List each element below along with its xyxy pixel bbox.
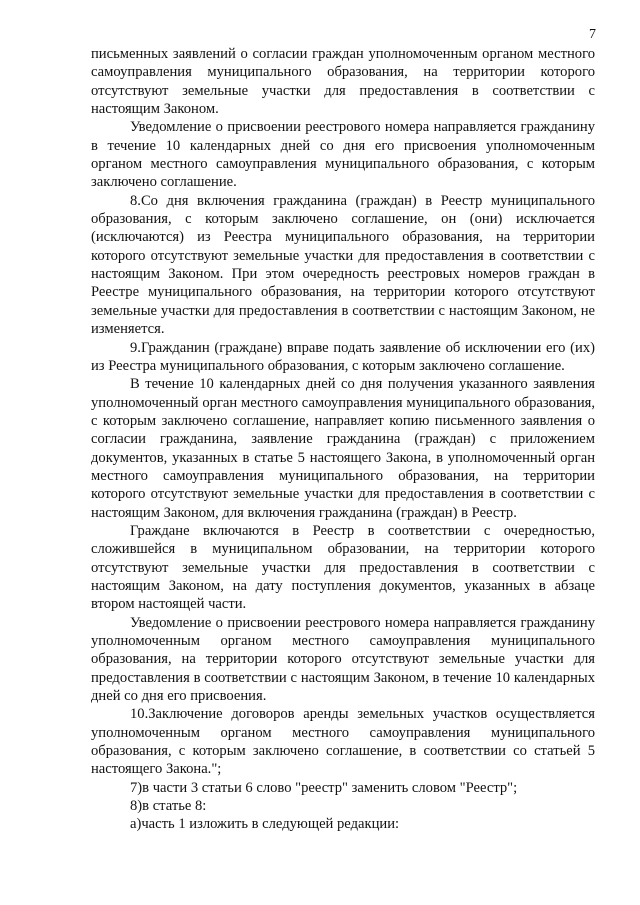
paragraph: письменных заявлений о согласии граждан уполномоченным органом местного самоуправления муниципального образования, на территории которого отсутствуют земельные участки для предоставления в соответствии с настоящим Законом. [91,46,595,118]
paragraph: Граждане включаются в Реестр в соответствии с очередностью, сложившейся в муниципальном образовании, на территории которого отсутствуют земельные участки для предоставления в соответствии с настоящим Законом, на дату поступления документов, указанных в абзаце втором настоящей части. [91,522,595,613]
paragraph: 10.Заключение договоров аренды земельных участков осуществляется уполномоченным органом местного самоуправления муниципального образования, с которым заключено соглашение, в соответствии со статьей 5 настоящего Закона."; [91,706,595,778]
paragraph: В течение 10 календарных дней со дня получения указанного заявления уполномоченный орган местного самоуправления муниципального образования, с которым заключено соглашение, направляет копию письменного заявления о согласии гражданина, заявление гражданина (граждан) с приложением документов, указанных в статье 5 настоящего Закона, в уполномоченный орган местного самоуправления муниципального образования, на территории которого отсутствуют земельные участки для предоставления в соответствии с настоящим Законом, для включения гражданина (граждан) в Реестр. [91,376,595,521]
paragraph: 7)в части 3 статьи 6 слово "реестр" заменить словом "Реестр"; [130,779,518,796]
page-number: 7 [589,27,596,42]
paragraph: Уведомление о присвоении реестрового номера направляется гражданину в течение 10 календарных дней со дня его присвоения уполномоченным органом местного самоуправления муниципального образования, с которым заключено соглашение. [91,119,595,191]
paragraph: 9.Гражданин (граждане) вправе подать заявление об исключении его (их) из Реестра муниципального образования, с которым заключено соглашение. [91,339,595,374]
paragraph: Уведомление о присвоении реестрового номера направляется гражданину уполномоченным органом местного самоуправления муниципального образования, на территории которого отсутствуют земельные участки для предоставления в соответствии с настоящим Законом, в течение 10 календарных дней со дня его присвоения. [91,614,595,705]
paragraph: 8.Со дня включения гражданина (граждан) в Реестр муниципального образования, с которым заключено соглашение, он (они) исключается (исключаются) из Реестра муниципального образования, на территории которого отсутствуют земельные участки для предоставления в соответствии с настоящим Законом. При этом очередность реестровых номеров граждан в Реестре муниципального образования, на территории которого отсутствуют земельные участки для предоставления в соответствии с настоящим Законом, не изменяется. [91,192,595,338]
paragraph: а)часть 1 изложить в следующей редакции: [130,816,400,833]
document-body [91,45,595,834]
paragraph: 8)в статье 8: [130,798,207,815]
